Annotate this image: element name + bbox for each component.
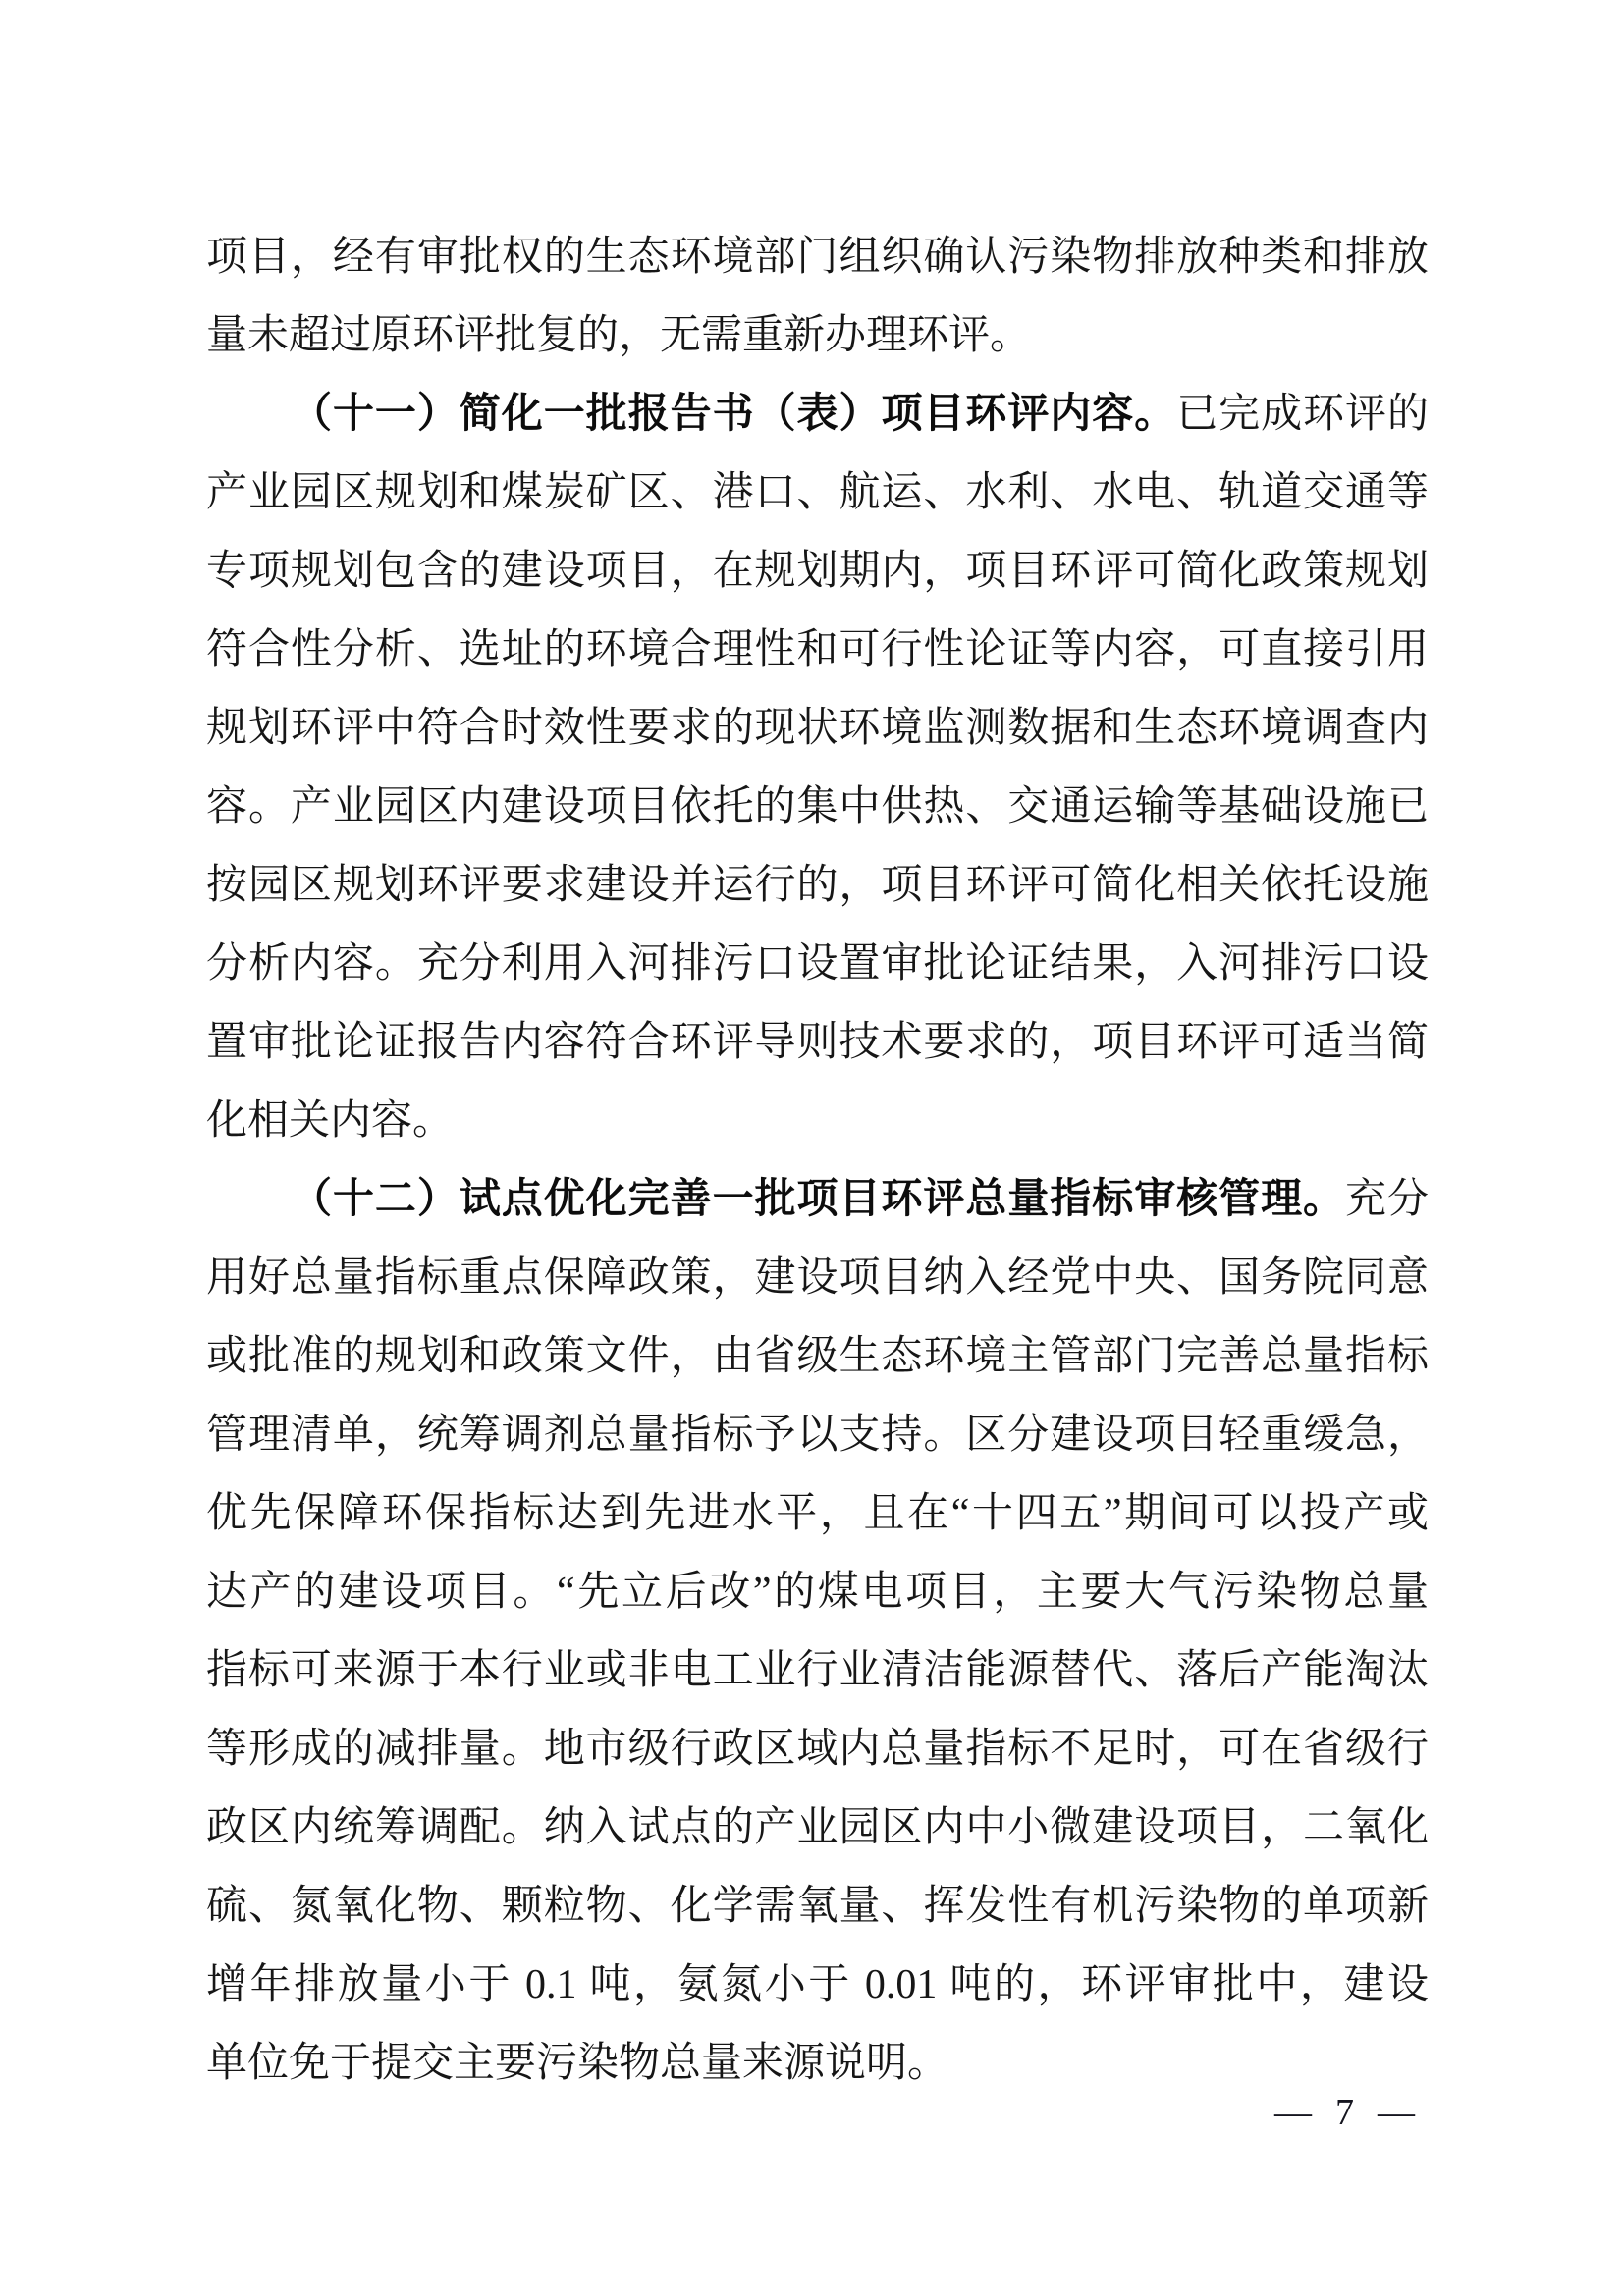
text-line: [206, 454, 1429, 532]
text-line: [206, 846, 1429, 925]
footer-right-dash: —: [1378, 2092, 1415, 2133]
body-text: 优先保障环保指标达到先进水平，且在“十四五”期间可以投产或: [206, 1491, 1429, 1536]
text-line: [206, 925, 1429, 1003]
body-text: 单位免于提交主要污染物总量来源说明。: [206, 2041, 949, 2086]
body-text: 专项规划包含的建设项目，在规划期内，项目环评可简化政策规划: [206, 549, 1429, 594]
body-text: 达产的建设项目。“先立后改”的煤电项目，主要大气污染物总量: [206, 1570, 1429, 1615]
text-line: [206, 1317, 1429, 1396]
text-line: [206, 1867, 1429, 1946]
body-text: 置审批论证报告内容符合环评导则技术要求的，项目环评可适当简: [206, 1020, 1429, 1065]
page-number: 7: [1335, 2092, 1354, 2133]
body-text: 已完成环评的: [1176, 392, 1429, 437]
body-text: 化相关内容。: [206, 1098, 455, 1144]
text-line: [206, 1160, 1429, 1239]
text-line: [206, 768, 1429, 846]
text-line: [206, 1789, 1429, 1867]
body-text: 或批准的规划和政策文件，由省级生态环境主管部门完善总量指标: [206, 1334, 1429, 1379]
body-text: 按园区规划环评要求建设并运行的，项目环评可简化相关依托设施: [206, 863, 1429, 908]
body-text: 增年排放量小于 0.1 吨，氨氮小于 0.01 吨的，环评审批中，建设: [206, 1962, 1429, 2007]
body-text: 量未超过原环评批复的，无需重新办理环评。: [206, 313, 1032, 358]
text-line: [206, 1946, 1429, 2024]
page-footer: [206, 2089, 1429, 2136]
text-line: [206, 611, 1429, 689]
body-text: 等形成的减排量。地市级行政区域内总量指标不足时，可在省级行: [206, 1727, 1429, 1772]
body-text: 管理清单，统筹调剂总量指标予以支持。区分建设项目轻重缓急，: [206, 1413, 1429, 1458]
body-text: 规划环评中符合时效性要求的现状环境监测数据和生态环境调查内: [206, 706, 1429, 751]
text-line: [206, 1710, 1429, 1789]
body-text: 用好总量指标重点保障政策，建设项目纳入经党中央、国务院同意: [206, 1255, 1429, 1301]
text-line: [206, 375, 1429, 454]
text-line: [206, 689, 1429, 768]
body-text: 项目，经有审批权的生态环境部门组织确认污染物排放种类和排放: [206, 235, 1429, 280]
body-text: 政区内统筹调配。纳入试点的产业园区内中小微建设项目，二氧化: [206, 1805, 1429, 1850]
body-text: 符合性分析、选址的环境合理性和可行性论证等内容，可直接引用: [206, 627, 1429, 672]
body-text: 分析内容。充分利用入河排污口设置审批论证结果，入河排污口设: [206, 941, 1429, 987]
text-line: [206, 1396, 1429, 1474]
body-text: 容。产业园区内建设项目依托的集中供热、交通运输等基础设施已: [206, 784, 1429, 829]
document-body: [206, 218, 1429, 2103]
body-text: 充分: [1345, 1177, 1429, 1222]
section-heading: （十一）简化一批报告书（表）项目环评内容。: [291, 392, 1177, 437]
text-line: [206, 1239, 1429, 1317]
footer-left-dash: —: [1274, 2092, 1312, 2133]
text-line: [206, 1474, 1429, 1553]
body-text: 产业园区规划和煤炭矿区、港口、航运、水利、水电、轨道交通等: [206, 470, 1429, 515]
text-line: [206, 1003, 1429, 1082]
section-heading: （十二）试点优化完善一批项目环评总量指标审核管理。: [291, 1177, 1346, 1222]
text-line: [206, 1631, 1429, 1710]
text-line: [206, 296, 1429, 375]
text-line: [206, 1082, 1429, 1160]
text-line: [206, 218, 1429, 296]
body-text: 指标可来源于本行业或非电工业行业清洁能源替代、落后产能淘汰: [206, 1648, 1429, 1693]
text-line: [206, 1553, 1429, 1631]
body-text: 硫、氮氧化物、颗粒物、化学需氧量、挥发性有机污染物的单项新: [206, 1884, 1429, 1929]
text-line: [206, 532, 1429, 611]
